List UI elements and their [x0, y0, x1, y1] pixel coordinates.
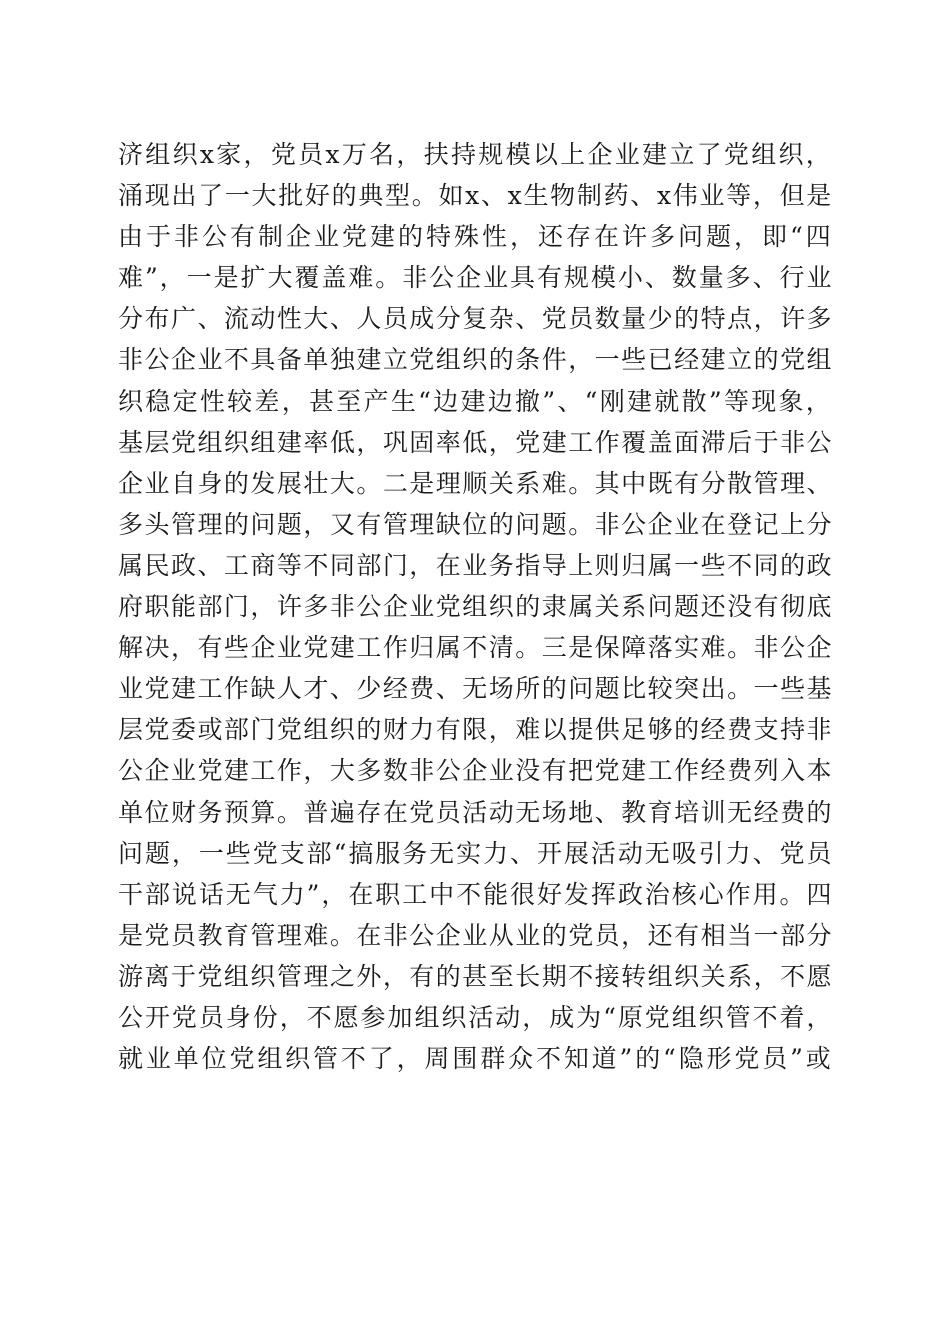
text-line: 业党建工作缺人才、少经费、无场所的问题比较突出。一些基: [118, 674, 833, 704]
text-line: 游离于党组织管理之外，有的甚至长期不接转组织关系，不愿: [118, 961, 833, 991]
body-paragraph: [118, 134, 833, 1079]
text-line: 属民政、工商等不同部门，在业务指导上则归属一些不同的政: [118, 550, 833, 580]
text-line: 府职能部门，许多非公企业党组织的隶属关系问题还没有彻底: [118, 592, 833, 622]
text-line: 分布广、流动性大、人员成分复杂、党员数量少的特点，许多: [118, 304, 833, 334]
text-line: 织稳定性较差，甚至产生“边建边撤”、“刚建就散”等现象，: [118, 386, 833, 416]
text-line: 就业单位党组织管不了，周围群众不知道”的“隐形党员”或: [118, 1044, 833, 1074]
text-line: 多头管理的问题，又有管理缺位的问题。非公企业在登记上分: [118, 509, 833, 539]
text-line: 干部说话无气力”，在职工中不能很好发挥政治核心作用。四: [118, 879, 834, 909]
text-line: 公开党员身份，不愿参加组织活动，成为“原党组织管不着，: [118, 1002, 834, 1032]
text-line: 非公企业不具备单独建立党组织的条件，一些已经建立的党组: [118, 345, 833, 375]
text-line: 基层党组织组建率低，巩固率低，党建工作覆盖面滞后于非公: [118, 427, 833, 457]
text-line: 公企业党建工作，大多数非公企业没有把党建工作经费列入本: [118, 756, 833, 786]
text-line: 由于非公有制企业党建的特殊性，还存在许多问题，即“四: [118, 222, 833, 252]
text-line: 企业自身的发展壮大。二是理顺关系难。其中既有分散管理、: [118, 468, 833, 498]
text-line: 解决，有些企业党建工作归属不清。三是保障落实难。非公企: [118, 633, 833, 663]
text-line: 层党委或部门党组织的财力有限，难以提供足够的经费支持非: [118, 715, 833, 745]
text-line: 单位财务预算。普遍存在党员活动无场地、教育培训无经费的: [118, 797, 833, 827]
text-line: 难”，一是扩大覆盖难。非公企业具有规模小、数量多、行业: [118, 263, 834, 293]
text-line: 问题，一些党支部“搞服务无实力、开展活动无吸引力、党员: [118, 838, 834, 868]
text-line: 济组织x家，党员x万名，扶持规模以上企业建立了党组织，: [118, 140, 833, 169]
text-line: 涌现出了一大批好的典型。如x、x生物制药、x伟业等，但是: [118, 181, 833, 211]
text-line: 是党员教育管理难。在非公企业从业的党员，还有相当一部分: [118, 920, 833, 950]
